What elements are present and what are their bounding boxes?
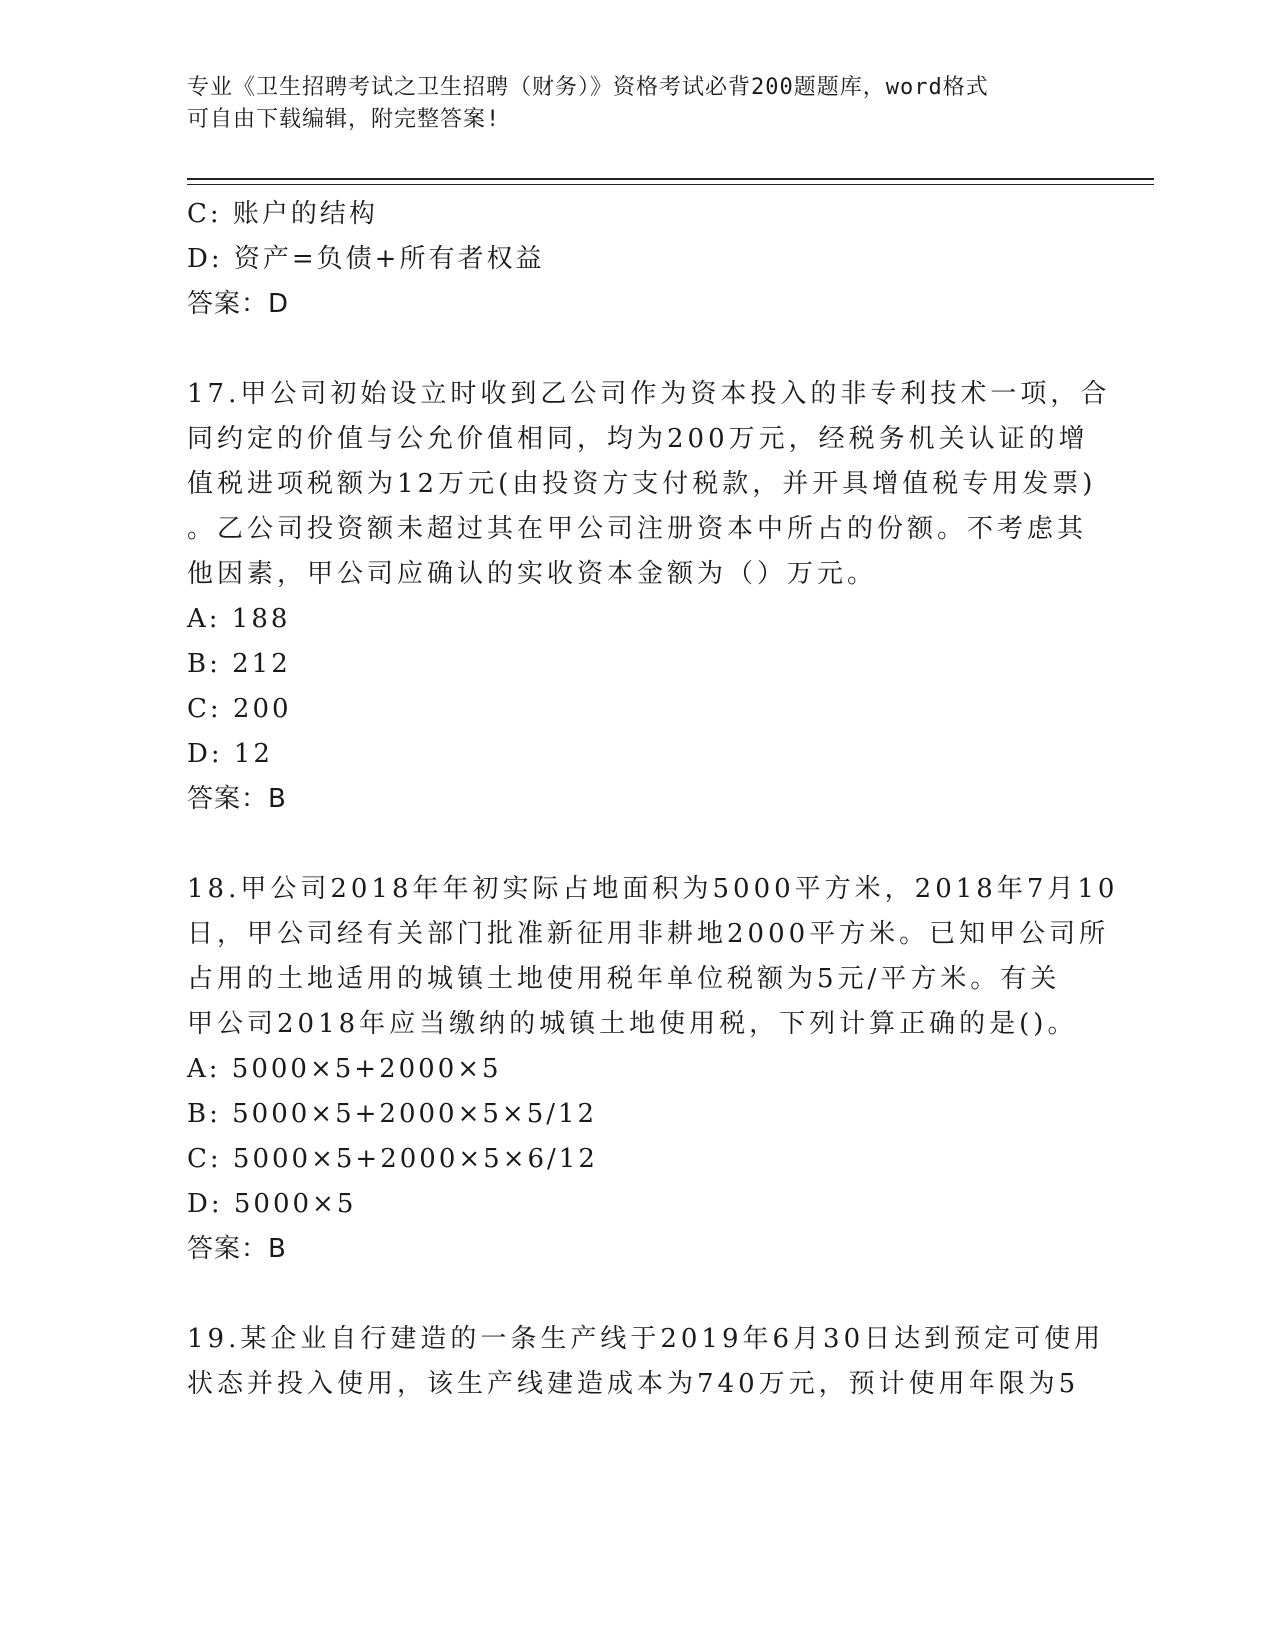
question-stem-line: 19.某企业自行建造的一条生产线于2019年6月30日达到预定可使用 xyxy=(187,1324,1105,1354)
question-stem-line: 17.甲公司初始设立时收到乙公司作为资本投入的非专利技术一项，合 xyxy=(187,379,1111,409)
question-stem-line: 值税进项税额为12万元(由投资方支付税款，并开具增值税专用发票) xyxy=(187,469,1097,499)
question-stem-line: 。乙公司投资额未超过其在甲公司注册资本中所占的份额。不考虑其 xyxy=(187,514,1088,544)
option-b: B: 5000×5+2000×5×5/12 xyxy=(187,1099,598,1129)
spacer xyxy=(187,822,1087,867)
answer-line: 答案：D xyxy=(187,289,290,319)
header-line: 可自由下载编辑，附完整答案! xyxy=(187,107,501,132)
question-stem-line: 甲公司2018年应当缴纳的城镇土地使用税，下列计算正确的是()。 xyxy=(187,1009,1078,1039)
spacer xyxy=(187,327,1087,372)
header-rule-thin xyxy=(187,184,1154,185)
question-17 xyxy=(187,372,1111,822)
answer-line: 答案：B xyxy=(187,784,287,814)
question-stem-line: 同约定的价值与公允价值相同，均为200万元，经税务机关认证的增 xyxy=(187,424,1089,454)
option-d: D: 资产=负债+所有者权益 xyxy=(187,244,545,274)
question-19 xyxy=(187,1317,1105,1407)
header-rule-thick xyxy=(187,178,1154,180)
question-18 xyxy=(187,867,1119,1272)
question-stem-line: 占用的土地适用的城镇土地使用税年单位税额为5元/平方米。有关 xyxy=(187,964,1061,994)
option-d: D: 12 xyxy=(187,739,273,769)
header-line: 专业《卫生招聘考试之卫生招聘（财务）》资格考试必背200题题库，word格式 xyxy=(187,75,989,100)
answer-line: 答案：B xyxy=(187,1234,287,1264)
option-c: C: 200 xyxy=(187,694,292,724)
option-c: C: 账户的结构 xyxy=(187,199,378,229)
document-header xyxy=(187,72,1087,136)
option-d: D: 5000×5 xyxy=(187,1189,357,1219)
question-stem-line: 他因素，甲公司应确认的实收资本金额为（）万元。 xyxy=(187,559,878,589)
option-c: C: 5000×5+2000×5×6/12 xyxy=(187,1144,598,1174)
document-body xyxy=(187,192,1119,1407)
spacer xyxy=(187,1272,1087,1317)
option-b: B: 212 xyxy=(187,649,291,679)
option-a: A: 5000×5+2000×5 xyxy=(187,1054,502,1084)
question-stem-line: 状态并投入使用，该生产线建造成本为740万元，预计使用年限为5 xyxy=(187,1369,1080,1399)
question-stem-line: 日，甲公司经有关部门批准新征用非耕地2000平方米。已知甲公司所 xyxy=(187,919,1110,949)
option-a: A: 188 xyxy=(187,604,291,634)
question-stem-line: 18.甲公司2018年年初实际占地面积为5000平方米，2018年7月10 xyxy=(187,874,1119,904)
